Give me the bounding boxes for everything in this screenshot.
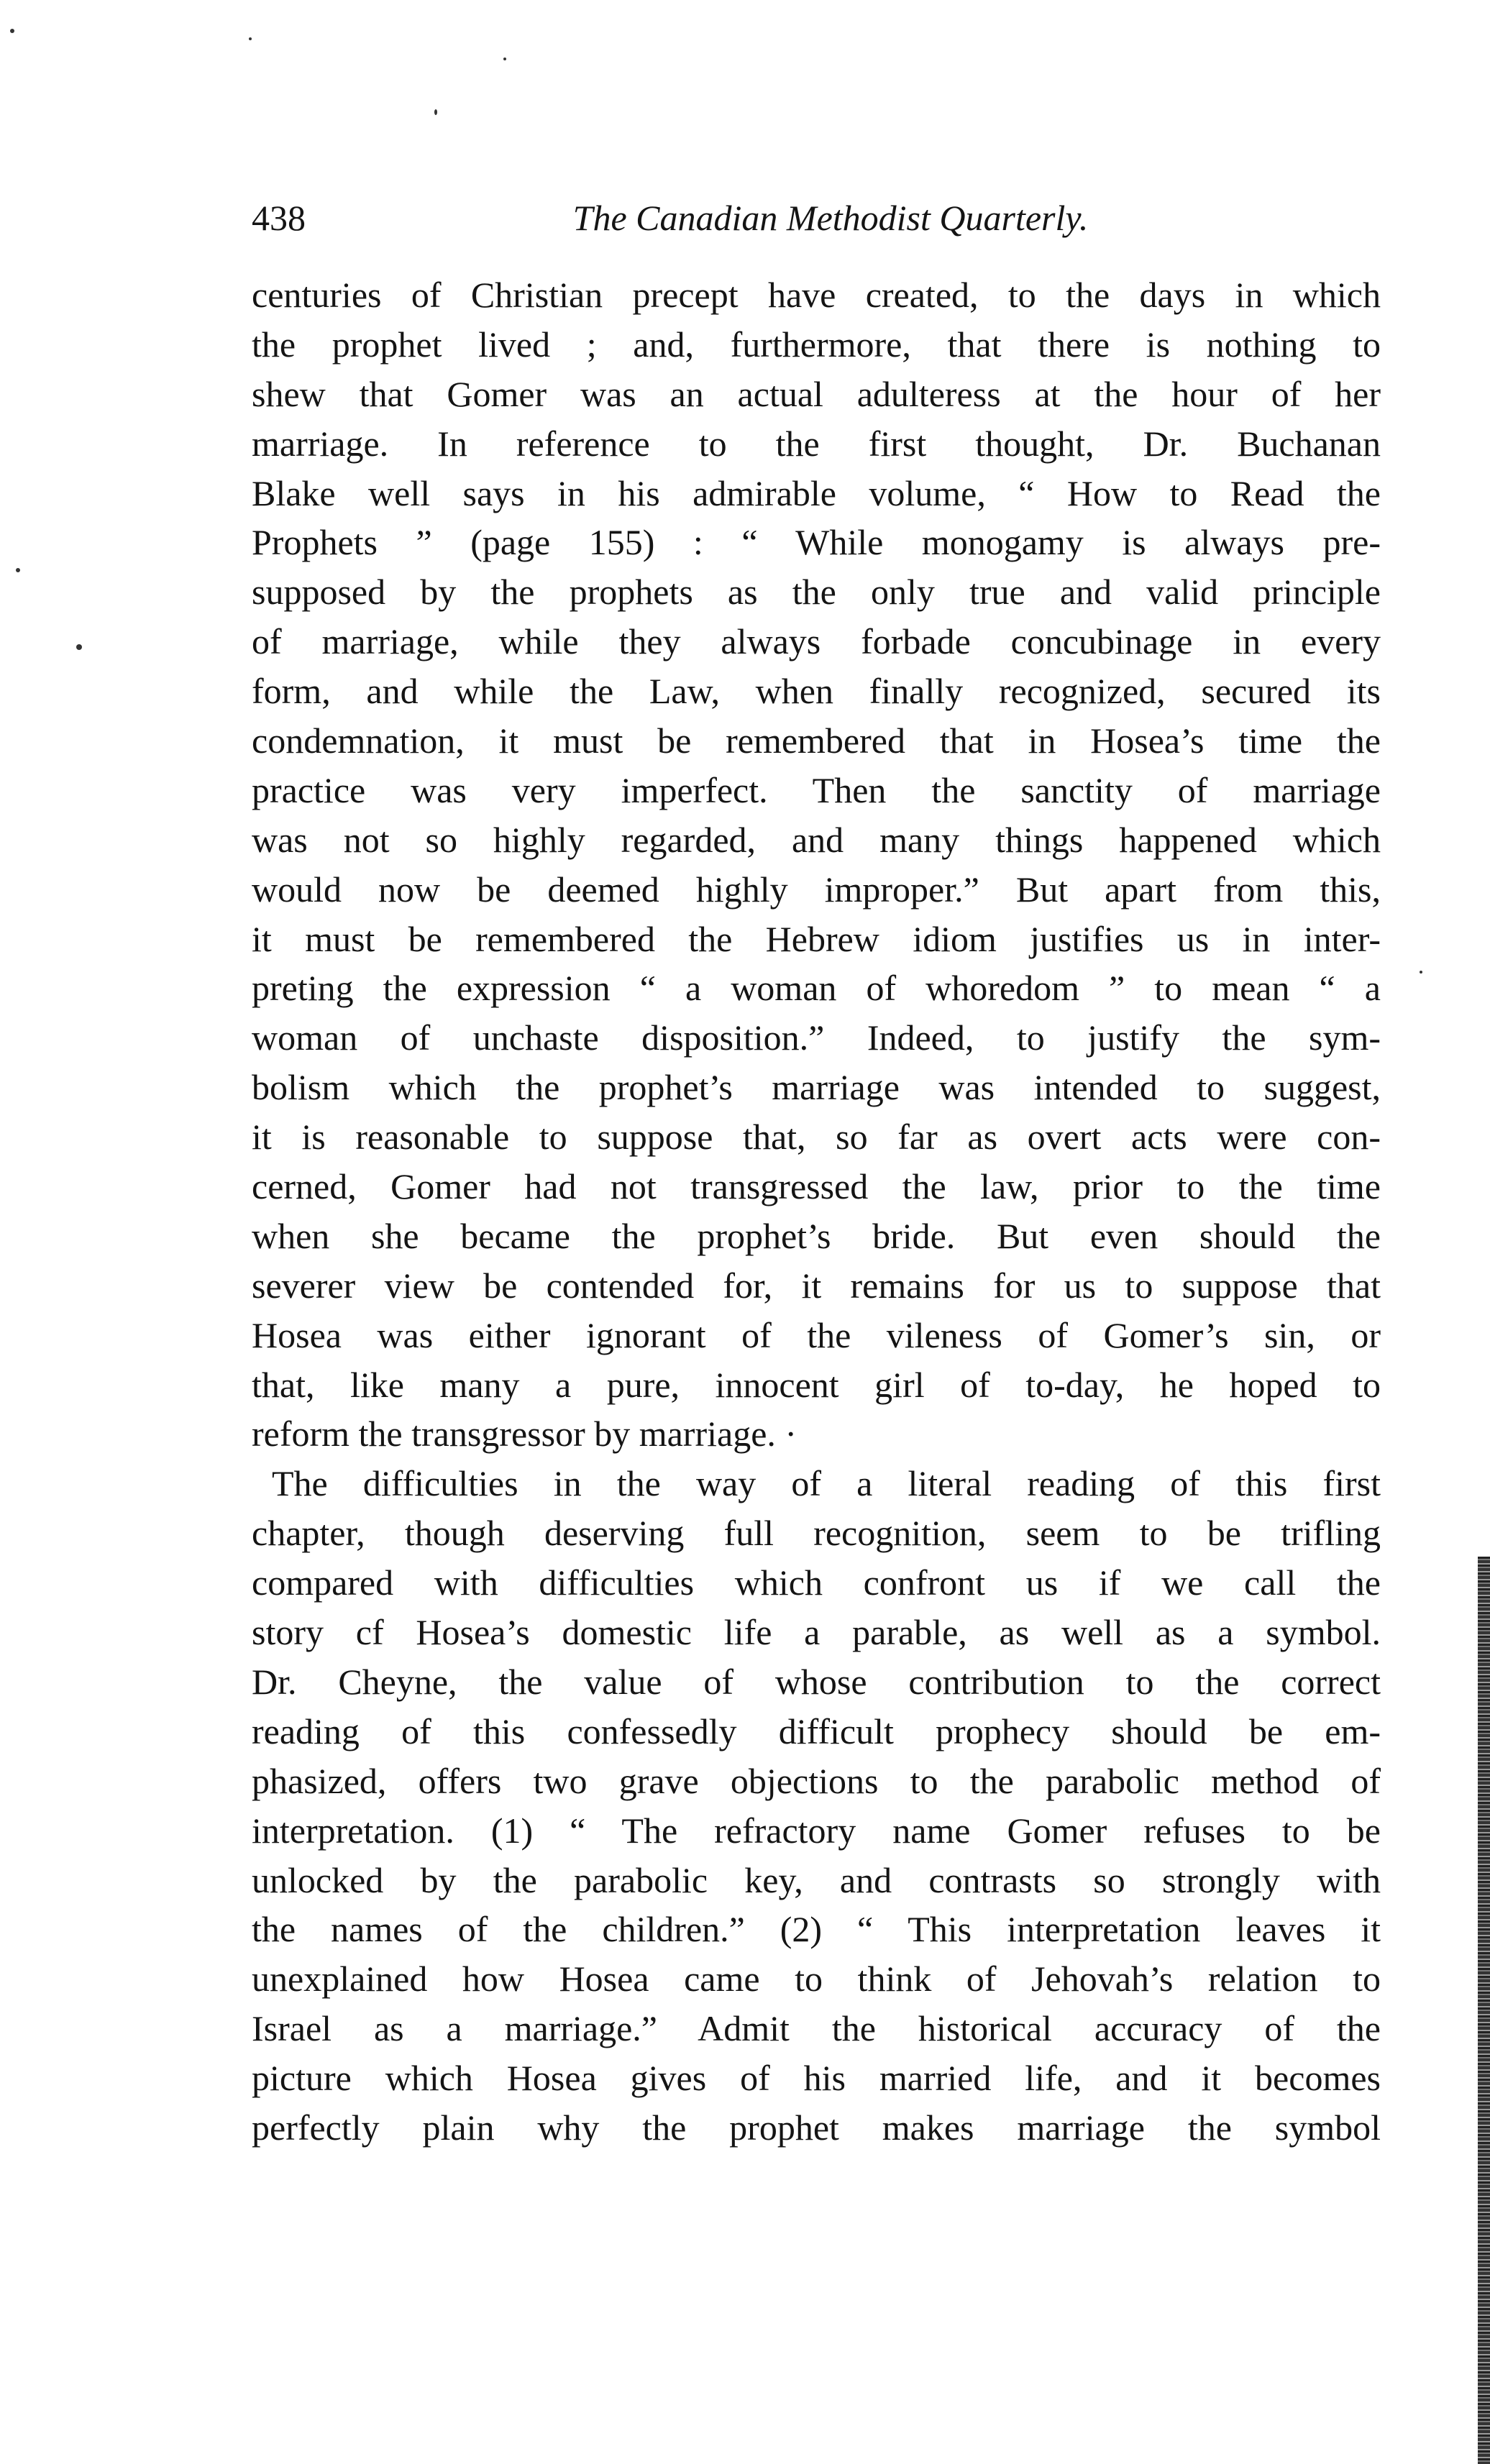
text-line: severer view be contended for, it remains for us to suppose that bbox=[252, 1265, 1381, 1306]
text-line: practice was very imperfect. Then the sanctity of marriage bbox=[252, 769, 1381, 810]
scan-speck bbox=[503, 58, 506, 60]
text-line: when she became the prophet’s bride. But even should the bbox=[252, 1215, 1381, 1256]
text-line: the names of the children.” (2) “ This interpretation leaves it bbox=[252, 1909, 1381, 1950]
text-line: woman of unchaste disposition.” Indeed, to justify the sym- bbox=[252, 1017, 1381, 1058]
text-line: marriage. In reference to the first thought, Dr. Buchanan bbox=[252, 423, 1381, 464]
scan-speck bbox=[76, 644, 82, 650]
text-line: that, like many a pure, innocent girl of to-day, he hoped to bbox=[252, 1364, 1381, 1405]
text-line: unlocked by the parabolic key, and contrasts so strongly with bbox=[252, 1859, 1381, 1900]
text-line: reform the transgressor by marriage. · bbox=[252, 1414, 797, 1455]
text-line: story cf Hosea’s domestic life a parable, as well as a symbol. bbox=[252, 1612, 1381, 1653]
text-line: Prophets ” (page 155) : “ While monogamy is always pre- bbox=[252, 522, 1381, 563]
paragraph bbox=[252, 270, 1381, 1459]
text-line: Dr. Cheyne, the value of whose contribution to the correct bbox=[252, 1661, 1381, 1702]
text-line: The difficulties in the way of a literal reading of this first bbox=[272, 1463, 1381, 1504]
paragraph bbox=[252, 1459, 1381, 2152]
text-line: would now be deemed highly improper.” But apart from this, bbox=[252, 869, 1381, 910]
page-number: 438 bbox=[252, 198, 306, 238]
text-line: shew that Gomer was an actual adulteress at the hour of her bbox=[252, 373, 1381, 414]
text-line: condemnation, it must be remembered that in Hosea’s time the bbox=[252, 720, 1381, 761]
page-header bbox=[252, 193, 1374, 243]
text-line: Blake well says in his admirable volume, “ How to Read the bbox=[252, 472, 1381, 513]
text-line: picture which Hosea gives of his married life, and it becomes bbox=[252, 2058, 1381, 2099]
scan-speck bbox=[249, 37, 252, 40]
scan-edge-artifact bbox=[1478, 1557, 1490, 2464]
text-line: phasized, offers two grave objections to the parabolic method of bbox=[252, 1760, 1381, 1801]
text-line: interpretation. (1) “ The refractory name Gomer refuses to be bbox=[252, 1810, 1381, 1851]
text-line: bolism which the prophet’s marriage was intended to suggest, bbox=[252, 1067, 1381, 1108]
text-line: cerned, Gomer had not transgressed the law, prior to the time bbox=[252, 1166, 1381, 1207]
text-line: centuries of Christian precept have created, to the days in which bbox=[252, 275, 1381, 315]
scan-speck bbox=[1420, 971, 1422, 974]
text-line: Israel as a marriage.” Admit the historical accuracy of the bbox=[252, 2008, 1381, 2049]
text-line: form, and while the Law, when finally recognized, secured its bbox=[252, 671, 1381, 712]
scan-speck bbox=[16, 568, 20, 572]
text-line: it is reasonable to suppose that, so far as overt acts were con- bbox=[252, 1117, 1381, 1158]
body-text bbox=[252, 270, 1381, 2153]
text-line: of marriage, while they always forbade concubinage in every bbox=[252, 621, 1381, 662]
text-line: supposed by the prophets as the only true and valid principle bbox=[252, 572, 1381, 613]
text-line: the prophet lived ; and, furthermore, that there is nothing to bbox=[252, 324, 1381, 365]
text-line: unexplained how Hosea came to think of Jehovah’s relation to bbox=[252, 1959, 1381, 2000]
text-line: perfectly plain why the prophet makes marriage the symbol bbox=[252, 2107, 1381, 2148]
text-line: chapter, though deserving full recognition, seem to be trifling bbox=[252, 1513, 1381, 1554]
text-line: preting the expression “ a woman of whoredom ” to mean “ a bbox=[252, 968, 1381, 1009]
text-line: reading of this confessedly difficult prophecy should be em- bbox=[252, 1710, 1381, 1751]
text-line: was not so highly regarded, and many things happened which bbox=[252, 819, 1381, 860]
scan-speck bbox=[10, 29, 14, 33]
running-title: The Canadian Methodist Quarterly. bbox=[572, 198, 1089, 238]
scan-speck bbox=[434, 109, 437, 115]
text-line: it must be remembered the Hebrew idiom justifies us in inter- bbox=[252, 918, 1381, 959]
text-line: compared with difficulties which confront us if we call the bbox=[252, 1562, 1381, 1603]
text-line: Hosea was either ignorant of the vileness of Gomer’s sin, or bbox=[252, 1314, 1381, 1355]
